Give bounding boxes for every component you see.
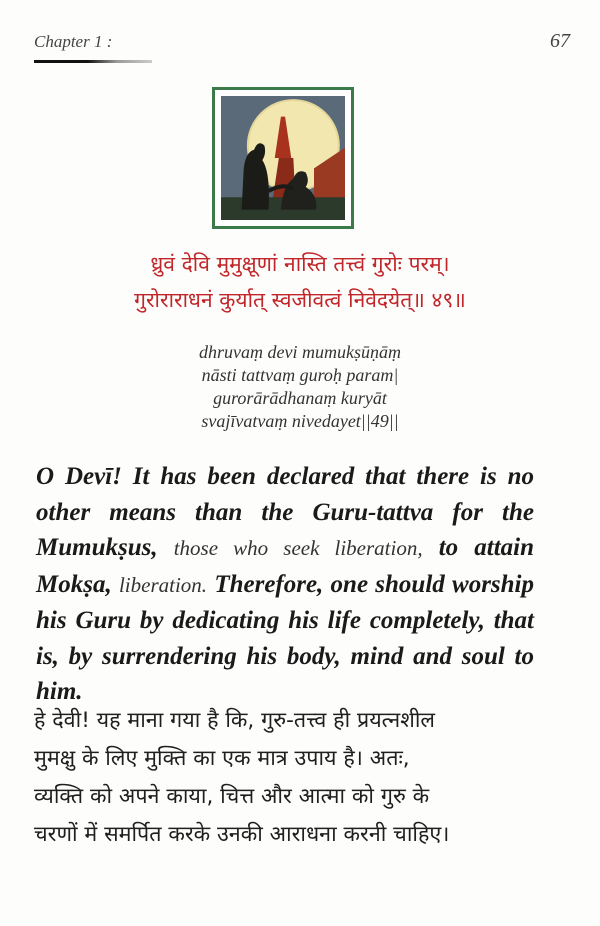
guru-disciple-illustration: [212, 87, 354, 229]
sanskrit-verse-line-2: गुरोराराधनं कुर्यात् स्वजीवत्वं निवेदयेत्॥ ४९॥: [134, 288, 466, 312]
english-bold-2: to attain Mokṣa,: [36, 534, 534, 598]
hindi-line-3: व्यक्ति को अपने काया, चित्त और आत्मा को गुरु के: [34, 784, 430, 809]
hindi-line-1: हे देवी! यह माना गया है कि, गुरु-तत्त्व ही प्रयत्नशील: [34, 708, 435, 733]
hindi-line-4: चरणों में समर्पित करके उनकी आराधना करनी चाहिए।: [34, 822, 450, 847]
english-gloss-2: liberation.: [118, 572, 208, 597]
transliteration-line-1: dhruvaṃ devi mumukṣūṇāṃ: [199, 342, 401, 362]
english-translation: [36, 459, 534, 710]
guru-disciple-icon: [221, 96, 345, 220]
transliteration-line-2: nāsti tattvaṃ guroḥ param|: [201, 365, 399, 385]
sanskrit-verse-line-1: ध्रुवं देवि मुमुक्षूणां नास्ति तत्त्वं गुरोः परम्।: [150, 252, 450, 276]
hindi-translation: [34, 702, 540, 854]
english-bold-1: O Devī! It has been declared that there is no other means than the Guru-tattva for the Mumukṣus,: [36, 463, 534, 561]
english-gloss-1: those who seek liberation,: [173, 536, 423, 560]
hindi-line-2: मुमक्षु के लिए मुक्ति का एक मात्र उपाय है। अतः,: [34, 746, 410, 771]
english-bold-3: Therefore, one should worship his Guru by dedicating his life completely, that is, by surrendering his body, mind and soul to him.: [36, 570, 535, 705]
transliteration-line-3: gurorārādhanaṃ kuryāt: [213, 388, 387, 408]
page-number: 67: [550, 30, 570, 52]
transliteration-line-4: svajīvatvaṃ nivedayet||49||: [201, 411, 399, 431]
header-rule: [34, 60, 152, 63]
chapter-label: Chapter 1 :: [34, 32, 113, 51]
